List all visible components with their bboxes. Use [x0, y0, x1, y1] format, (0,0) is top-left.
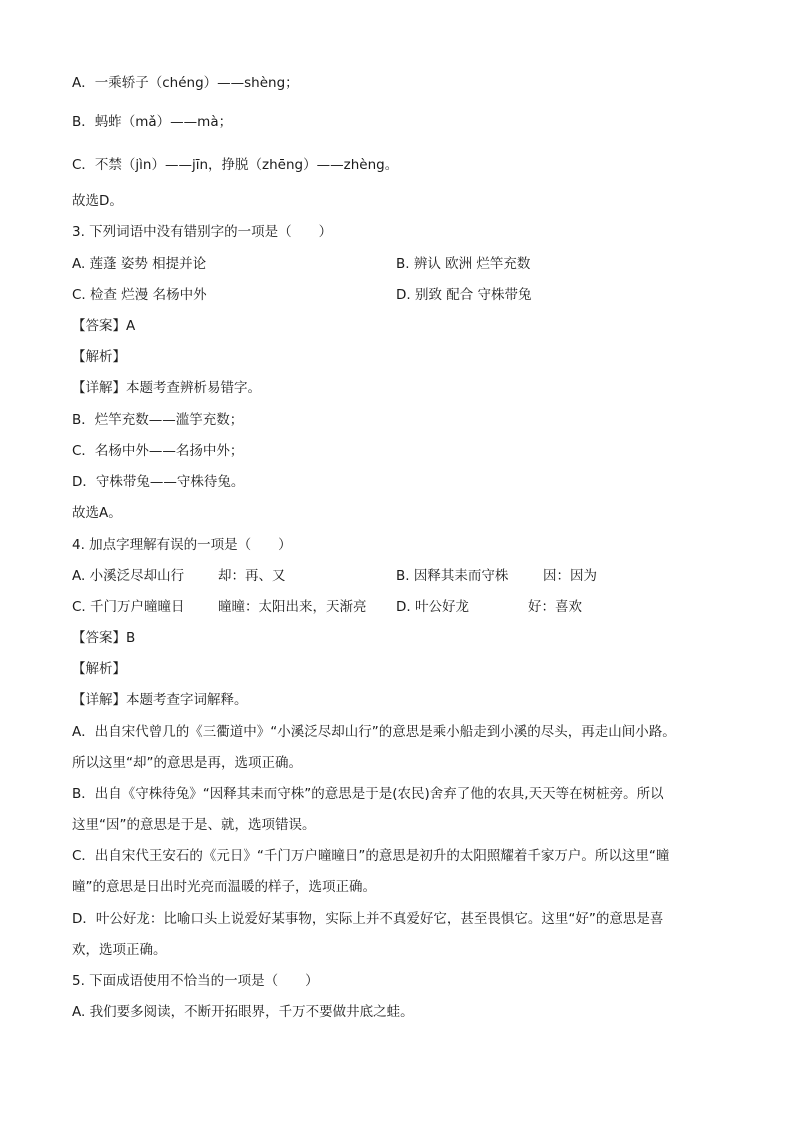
text-line: B．蚂蚱（mǎ）——mà；	[72, 114, 233, 130]
detail-label: 【详解】本题考查辨析易错字。	[72, 380, 261, 396]
analysis-label: 【解析】	[72, 661, 126, 677]
text-line: A．出自宋代曾几的《三衢道中》“小溪泛尽却山行”的意思是乘小船走到小溪的尽头，再走山间小路。	[72, 724, 676, 740]
option-b: B. 辨认 欧洲 烂竿充数	[396, 256, 531, 272]
text-line: 故选A。	[72, 505, 122, 521]
answer-label: 【答案】B	[72, 630, 136, 646]
text-line: C．名杨中外——名扬中外；	[72, 443, 244, 459]
option-a-gloss: 却：再、又	[218, 568, 286, 584]
text-line: 欢，选项正确。	[72, 942, 167, 958]
text-line: B．烂竿充数——滥竽充数；	[72, 412, 244, 428]
question-4: 4. 加点字理解有误的一项是（ ）	[72, 537, 292, 553]
option-c-gloss: 曈曈：太阳出来，天渐亮	[218, 599, 367, 615]
text-line: 这里“因”的意思是于是、就，选项错误。	[72, 817, 316, 833]
option-a: A. 小溪泛尽却山行	[72, 568, 185, 584]
question-5: 5. 下面成语使用不恰当的一项是（ ）	[72, 973, 319, 989]
option-d: D. 别致 配合 守株带兔	[396, 287, 532, 303]
text-line: B．出自《守株待兔》“因释其耒而守株”的意思是于是(农民)舍弃了他的农具,天天等在树桩旁。所以	[72, 786, 664, 802]
detail-label: 【详解】本题考查字词解释。	[72, 692, 248, 708]
text-line: A．一乘轿子（chéng）——shèng；	[72, 75, 299, 91]
option-b-gloss: 因：因为	[543, 568, 597, 584]
analysis-label: 【解析】	[72, 349, 126, 365]
text-line: C．不禁（jìn）——jīn，挣脱（zhēng）——zhèng。	[72, 157, 399, 173]
answer-label: 【答案】A	[72, 318, 136, 334]
text-line: D．守株带兔——守株待兔。	[72, 474, 245, 490]
text-line: 所以这里“却”的意思是再，选项正确。	[72, 755, 302, 771]
option-b: B. 因释其耒而守株	[396, 568, 509, 584]
option-a: A. 莲蓬 姿势 相提并论	[72, 256, 207, 272]
option-d-gloss: 好：喜欢	[528, 599, 582, 615]
option-d: D. 叶公好龙	[396, 599, 469, 615]
text-line: 故选D。	[72, 193, 123, 209]
option-a: A. 我们要多阅读，不断开拓眼界，千万不要做井底之蛙。	[72, 1004, 414, 1020]
question-3: 3. 下列词语中没有错别字的一项是（ ）	[72, 224, 333, 240]
text-line: C．出自宋代王安石的《元日》“千门万户曈曈日”的意思是初升的太阳照耀着千家万户。所以这里“曈	[72, 848, 670, 864]
option-c: C. 千门万户曈曈日	[72, 599, 185, 615]
option-c: C. 检查 烂漫 名杨中外	[72, 287, 207, 303]
text-line: D．叶公好龙：比喻口头上说爱好某事物，实际上并不真爱好它，甚至畏惧它。这里“好”的意思是喜	[72, 911, 664, 927]
text-line: 曈”的意思是日出时光亮而温暖的样子，选项正确。	[72, 879, 376, 895]
